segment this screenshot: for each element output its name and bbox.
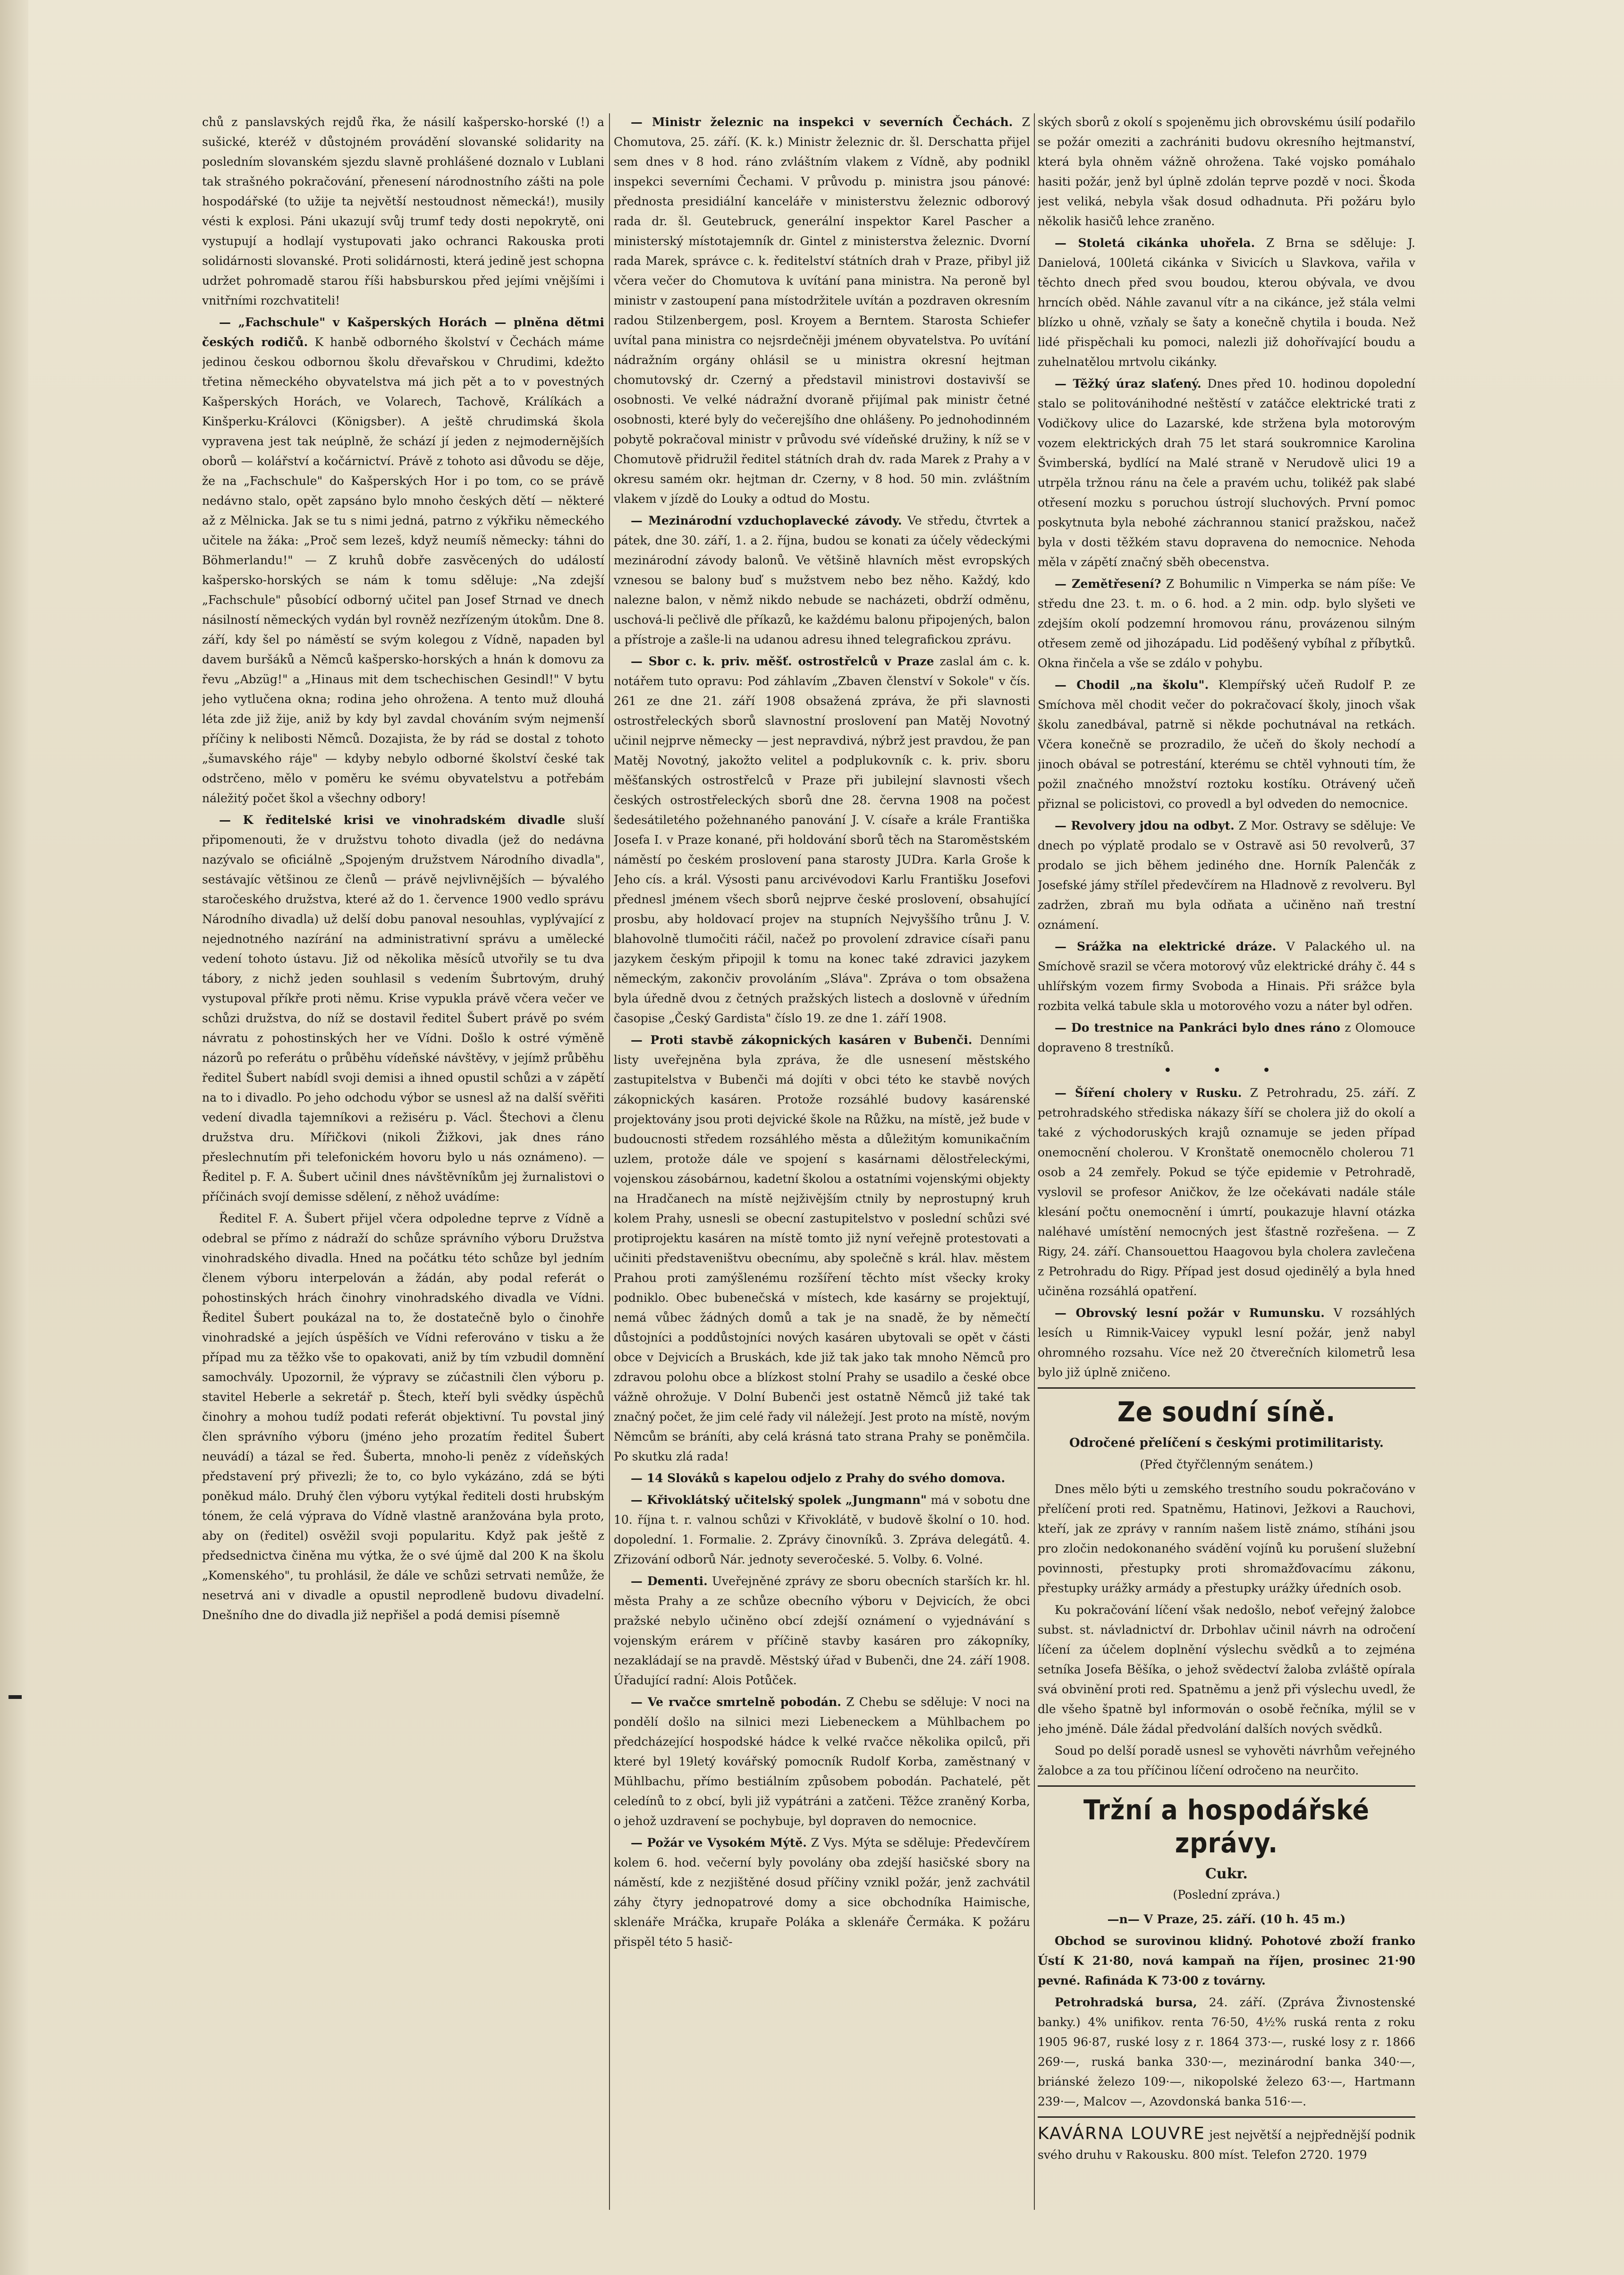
article-paragraph (1038, 937, 1415, 1016)
article-body: Z Mor. Ostravy se sděluje: Ve dnech po výplatě prodalo se v Ostravě asi 50 revolverů, 37 prodalo se jich během jediného dne. Horník Palenčák z Josefské jámy střílel předevčírem na Hladnově z revolveru. Byl zadržen, zbraň mu byla odňata a učiněno naň trestní oznámení. (1038, 819, 1415, 932)
article-headline: — Těžký úraz slaťený. (1055, 377, 1201, 390)
article-paragraph (1038, 675, 1415, 814)
section-rule (1038, 2116, 1415, 2118)
article-paragraph (1038, 1303, 1415, 1383)
article-body: Z Chomutova, 25. září. (K. k.) Ministr železnic dr. šl. Derschatta přijel sem dnes v 8 hod. ráno zvláštním vlakem z Vídně, aby podnikl inspekci severními Čechami. V průvodu p. ministra jsou pánové: přednosta presidiální kanceláře v ministerstvu železnic odborový rada dr. šl. Geutebruck, generální inspektor Karel Pascher a ministerský místotajemník dr. Gintel z ministerstva železnic. Dvorní rada Marek, správce c. k. ředitelství státních drah v Praze, přibyl již včera večer do Chomutova k uvítání pana ministra. Na peroně byl ministr v zastoupení pana místodržitele uvítán a pozdraven okresním radou Stilzenbergem, posl. Kroyem a Berntem. Starosta Schiefer uvítal pana ministra co nejsrdečněji jménem obyvatelstva. Po uvítání nádražním orgány ohlásil se u ministra okresní hejtman chomutovský dr. Czerný a představil ministrovi dostavivší se osobnosti. Ve velké nádražní dvoraně přijímal pak ministr četné osobnosti, které byly do večerejšího dne ohlášeny. Po jednohodinném pobytě pokračoval ministr v průvodu své vídeňské družiny, k níž se v Chomutově přidružil ředitel státních drah dv. rada Marek z Prahy a v okresu samém okr. hejtman dr. Czerny, v 8 hod. 50 min. zvláštním vlakem v jízdě do Louky a odtud do Mostu. (614, 115, 1030, 506)
article-body: Uveřejněné zprávy ze sboru obecních starších kr. hl. města Prahy a ze schůze obecního výboru v Dejvicích, že obci pražské nebylo učiněno obcí zdejší oznámení o vyjednávání s vojenským erárem v příčině stavby kasáren pro zákopníky, nezakládají se na pravdě. Městský úřad v Bubenči, dne 24. září 1908. Úřadující radní: Alois Potůček. (614, 1574, 1030, 1687)
market-section-title: Tržní a hospodářské zprávy. (1083, 1794, 1370, 1859)
article-body: z Olomouce dopraveno 8 trestníků. (1038, 1021, 1415, 1054)
article-headline: — Zemětřesení? (1055, 577, 1161, 591)
article-headline: — Ministr železnic na inspekci v severních Čechách. (631, 115, 1013, 129)
article-paragraph: Ředitel F. A. Šubert přijel včera odpoledne teprve z Vídně a odebral se přímo z nádraží do schůze správního výboru Družstva vinohradského divadla. Hned na počátku této schůze byl jedním členem výboru interpelován a žádán, aby podal referát o pohostinských hrách činohry vinohradského divadla ve Vídni. Ředitel Šubert poukázal na to, že dostatečně bylo o činohře vinohradské a jejích úspěších ve Vídni referováno v tisku a že případ mu za těžko vše to opakovati, aniž by tím vzbudil domnění samochvály. Upozornil, že výpravy se zúčastnili člen výboru p. stavitel Heberle a sekretář p. Štech, kteří byli svědky úspěchů činohry a mohou tudíž podati referát objektivní. Tu povstal jiný člen správního výboru (jméno jeho prozatím ředitel Šubert neuvádí) a tázal se řed. Šuberta, mnoho-li peněz z vídeňských představení prý přivezli; že to, co bylo vykázáno, zdá se býti poněkud málo. Druhý člen výboru vytýkal řediteli dosti hrubským tónem, že celá výprava do Vídně vlastně aranžována byla proto, aby on (ředitel) osvěžil svoji popularitu. Když pak ještě z předsednictva činěna mu výtka, že o své újmě dal 200 K na školu „Komenského", tu prohlásil, že dále ve schůzi setrvati nemůže, že nesetrvá ani v divadle a opustil neprodleně budovu divadelní. Dnešního dne do divadla již nepřišel a podá demisi písemně (202, 1212, 604, 1622)
article-headline: — Proti stavbě zákopnických kasáren v Bubenči. (631, 1033, 973, 1047)
article-paragraph (1038, 574, 1415, 673)
article-paragraph (1038, 1083, 1415, 1301)
article-paragraph (614, 1692, 1030, 1831)
article-body: Z Petrohradu, 25. září. Z petrohradského střediska nákazy šíří se cholera již do okolí a také z východoruských krajů oznamuje se jeden případ onemocnění cholerou. V Kronštatě onemocnělo cholerou 71 osob a 24 zemřely. Pokud se týče epidemie v Petrohradě, vyslovil se profesor Aničkov, že lze očekávati nadále stále klesání počtu onemocnění i úmrtí, poukazuje hlavní otázka naléhavé umístění nemocných jest šťastně rozřešena. — Z Rigy, 24. září. Chansouettou Haagovou byla cholera zavlečena z Petrohradu do Rigy. Případ jest dosud ojedinělý a byla hned učiněna rozsáhlá opatření. (1038, 1086, 1415, 1298)
article-paragraph (1038, 1993, 1415, 2112)
article-paragraph (1038, 374, 1415, 572)
article-paragraph (614, 1030, 1030, 1467)
article-headline: — Dementi. (631, 1574, 708, 1588)
court-note: (Před čtyřčlenným senátem.) (1140, 1458, 1313, 1471)
article-paragraph: Ku pokračování líčení však nedošlo, neboť veřejný žalobce subst. st. návladnictví dr. Drbohlav učinil návrh na odročení líčení za účelem doplnění výslechu svědků a to zejména setníka Josefa Běšíka, o jehož svědectví žaloba zvláště opírala svá obvinění proti red. Spatněmu a jenž při výslechu uvedl, že dle všeho špatně byl informován o osobě řečníka, mýlil se v jeho jméně. Dále žádal předvolání dalších nových svědků. (1038, 1603, 1415, 1736)
article-headline: — Křivoklátský učitelský spolek „Jungmann" (631, 1493, 927, 1507)
article-body: Z Brna se sděluje: J. Danielová, 100letá cikánka v Sivicích u Slavkova, vařila v těchto dnech před svou boudou, kterou obývala, ve dvou hrncích oběd. Náhle zavanul vítr a na cikánce, jež stála velmi blízko u ohně, vzňaly se šaty a konečně chytila i bouda. Než lidé přispěchali ku pomoci, nalezli již dohořívající boudu a zuhelnatělou mrtvolu cikánky. (1038, 236, 1415, 369)
separator-dots: • • • (1164, 1063, 1289, 1077)
article-paragraph (614, 112, 1030, 509)
article-headline: — Ve rvačce smrtelně pobodán. (631, 1695, 841, 1709)
article-headline: — Mezinárodní vzduchoplavecké závody. (631, 514, 902, 527)
article-paragraph (202, 810, 604, 1207)
article-body: Denními listy uveřejněna byla zpráva, že dle usnesení městského zastupitelstva v Bubenči má dojíti v obci této ke stavbě nových zákopnických kasáren. Protože rozsáhlé budovy kasárenské projektovány jsou proti dejvické škole na Růžku, na místě, jež bude v budoucnosti středem rozsáhlého města a důležitým komunikačním uzlem, protože dále ve spojení s kasárnami dělostřeleckými, vojenskou zásobárnou, kadetní školou a ostatními vojenskými objekty na Hradčanech na místě nejživějším ctnily by neprostupný kruh kolem Prahy, usnesli se obecní zastupitelstvo v poslední schůzi své protiprojektu kasáren na místě tomto již nyní veřejně protestovati a učiniti představeništvu obecnímu, aby společně s král. hlav. městem Prahou proti zamýšlenému rozšíření těchto míst všecky kroky podniklo. Obec bubenečská v místech, kde kasárny se projektují, nemá vůbec žádných domů a tak je na snadě, že by němečtí důstojníci a poddůstojníci nových kasáren ubytovali se opět v části obce v Dejvicích a Bruskách, kde již tak jako tak mnoho Němců pro zdravou polohu obce a blízkost stolní Prahy se usadilo a české obce vážně ohrožuje. V Dolní Bubenči jest ostatně Němců již také tak značný počet, že jim celé řady vil náležejí. Jest proto na místě, novým Němcům se bráníti, aby celá krásná tato strana Prahy se poněmčila. Po skutku zlá rada! (614, 1033, 1030, 1463)
article-paragraph: Dnes mělo býti u zemského trestního soudu pokračováno v přelíčení proti red. Spatněmu, Hatinovi, Ježkovi a Rauchovi, kteří, jak ze zprávy v ranním našem listě známo, stíháni jsou pro zločin nedokonaného svádění vojínů ku porušení služební povinnosti, přestupky proti shromažďovacímu zákonu, přestupky urážky armády a přestupky urážky úředních osob. (1038, 1482, 1415, 1595)
article-headline: — Do trestnice na Pankráci bylo dnes ráno (1055, 1021, 1341, 1035)
article-paragraph (614, 652, 1030, 1028)
article-headline: — Požár ve Vysokém Mýtě. (631, 1836, 807, 1850)
article-headline: — Obrovský lesní požár v Rumunsku. (1055, 1306, 1325, 1320)
article-body: zaslal ám c. k. notářem tuto opravu: Pod záhlavím „Zbaven členství v Sokole" v čís. 261 ze dne 21. září 1908 obsažená zpráva, že při slavnosti ostrostřeleckých sborů slavnostní proslovení pan Matěj Novotný učinil nejprve německy — jest nepravdivá, nýbrž jest pravdou, že pan Matěj Novotný, jakožto velitel a podplukovník c. k. priv. sboru měšťanských ostrostřelců v Praze při jubilejní slavnosti všech českých ostrostřeleckých sborů dne 28. června 1908 na počest šedesátiletého požehnaného panování J. V. císaře a krále Františka Josefa I. v Praze konané, při holdování sborů těch na Staroměstském náměstí po českém proslovení pana starosty JUDra. Karla Groše k Jeho cís. a král. Výsosti panu arcivévodovi Karlu Františku Josefovi přednesl jménem všech sborů nejprve české proslovení, obsahující prosbu, aby holdovací projev na stupních Nejvyššího trůnu J. V. blahovolně tlumočiti ráčil, načež po provolení zdravice císaři panu jazykem českým připojil k tomu na konec také zdravici jazykem německým, zakončiv provoláním „Sláva". Zpráva o tom obsažena byla úředně dvou z četných pražských listech a doslovně v úředním časopise „Český Gardista" číslo 19. ze dne 1. září 1908. (614, 654, 1030, 1025)
article-headline: — Sbor c. k. priv. měšť. ostrostřelců v Praze (631, 654, 934, 668)
article-body: Z Bohumilic n Vimperka se nám píše: Ve středu dne 23. t. m. o 6. hod. a 2 min. odp. bylo slyšeti ve zdejším okolí podzemní hromovou ránu, provázenou silným otřesem země od jihozápadu. Lid poděšený vybíhal z příbytků. Okna řinčela a vše se zdálo v pohybu. (1038, 577, 1415, 670)
article-paragraph: Soud po delší poradě usnesl se vyhověti návrhům veřejného žalobce a za tou příčinou líčení odročeno na neurčito. (1038, 1744, 1415, 1777)
column-rule (1034, 113, 1035, 2210)
advertisement (1038, 2123, 1415, 2165)
ad-text: jest největší a nejpřednější podnik svého druhu v Rakousku. 800 míst. Telefon 2720. 1979 (1038, 2128, 1415, 2162)
column-1 (202, 112, 604, 2223)
article-paragraph: ských sborů z okolí s spojeněmu jich obrovskému úsilí podařilo se požár omeziti a zachrániti budovu okresního hejtmanství, která byla ohněm vážně ohrožena. Také vojsko pomáhalo hasiti požár, jenž byl úplně zdolán teprve pozdě v noci. Škoda jest veliká, nebyla však dosud odhadnuta. Při požáru bylo několik hasičů lehce zraněno. (1038, 115, 1415, 228)
sugar-report: Obchod se surovinou klidný. Pohotové zboží franko Ústí K 21·80, nová kampaň na říjen, prosinec 21·90 pevné. Rafináda K 73·00 z továrny. (1038, 1934, 1415, 1987)
article-body: V rozsáhlých lesích u Rimnik-Vaicey vypukl lesní požár, jenž nabyl ohromného rozsahu. Více než 20 čtverečních kilometrů lesa bylo již úplně zničeno. (1038, 1306, 1415, 1379)
article-headline: — „Fachschule" v Kašperských Horách — plněna dětmi českých rodičů. (202, 315, 604, 349)
article-body: má v sobotu dne 10. října t. r. valnou schůzi v Křivoklátě, v budově školní o 10. hod. dopolední. 1. Formalie. 2. Zprávy činovníků. 3. Zpráva delegátů. 4. Zřizování odborů Nár. jednoty severočeské. 5. Volby. 6. Volné. (614, 1493, 1030, 1566)
sugar-dateline: —n— V Praze, 25. září. (10 h. 45 m.) (1107, 1912, 1346, 1926)
article-headline: — Stoletá cikánka uhořela. (1055, 236, 1255, 250)
article-paragraph (1038, 1018, 1415, 1058)
column-rule (609, 113, 610, 2210)
article-paragraph (614, 1833, 1030, 1952)
article-headline: — K ředitelské krisi ve vinohradském divadle (219, 813, 566, 827)
article-paragraph (614, 1571, 1030, 1690)
court-section-title: Ze soudní síně. (1117, 1396, 1336, 1428)
column-2 (614, 112, 1030, 2223)
scan-mark (8, 1695, 22, 1699)
article-body: Z Chebu se sděluje: V noci na pondělí došlo na silnici mezi Liebeneckem a Mühlbachem po předcházející hospodské hádce k velké rvačce několika opilců, při které byl 19letý kovářský pomocník Rudolf Korba, zaměstnaný v Mühlbachu, přímo bestiálním způsobem pobodán. Pachatelé, pět celedínů to z obcí, byli již vypátráni a zatčeni. Těžce zraněný Korba, o jehož uzdravení se pochybuje, byl dopraven do nemocnice. (614, 1695, 1030, 1828)
article-paragraph (614, 511, 1030, 650)
article-body: Z Vys. Mýta se sděluje: Předevčírem kolem 6. hod. večerní byly povolány oba zdejší hasičské sbory na náměstí, kde z nezjištěné dosud příčiny vznikl požár, jenž zachvátil záhy čtyry jednopatrové domy a sice obchodníka Haimische, sklenáře Mráčka, krupaře Poláka a sklenáře Čermáka. K požáru přispěl této 5 hasič- (614, 1836, 1030, 1949)
article-paragraph: chů z panslavských rejdů řka, že násilí kašpersko-horské (!) a sušické, kteréž v důstojném provádění slovanské solidarity na posledním slovanském sjezdu slavně prohlášené doznalo v Lublani tak strašného pokračování, přenesení národnostního zášti na pole hospodářské (to užije ta největší nestoudnost německá!), musily vésti k explosi. Páni ukazují svůj trumf tedy dosti nepokrytě, oni vystupují a hodlají vystupovati jako ochranci Rakouska proti solidárnosti slovanské. Proti solidárnosti, která jedině jest schopna udržet pohromadě starou říši habsburskou před jejími vnějšími i vnitřními rozchvatiteli! (202, 115, 604, 307)
article-body: Klempířský učeň Rudolf P. ze Smíchova měl chodit večer do pokračovací školy, jinoch však školu zanedbával, patrně si někde pochutnával na retkách. Včera konečně se prozradilo, že učeň do školy nechodí a jinoch obával se potrestání, kterému se chtěl vyhnouti tím, že požil značného množství roztoku kostíku. Otrávený učeň přiznal se policistovi, co provedl a byl odveden do nemocnice. (1038, 678, 1415, 811)
article-headline: — Šíření cholery v Rusku. (1055, 1086, 1242, 1100)
column-3 (1038, 112, 1415, 2223)
scan-edge (0, 0, 28, 2275)
article-paragraph (1038, 816, 1415, 935)
article-paragraph: — 14 Slováků s kapelou odjelo z Prahy do svého domova. (631, 1471, 1006, 1485)
section-rule (1038, 1785, 1415, 1787)
sugar-title: Cukr. (1205, 1866, 1248, 1882)
court-subheadline: Odročené přelíčení s českými protimilitaristy. (1069, 1436, 1384, 1450)
article-body: Ve středu, čtvrtek a pátek, dne 30. září, 1. a 2. října, budou se konati za účely vědeckými mezinárodní závody balonů. Ve většině hlavních měst evropských vznesou se balony buď s mužstvem nebo bez něho. Každý, kdo nalezne balon, v němž nikdo nebude se nacházeti, obdrží odměnu, uschová-li pečlivě dle příkazů, ke každému balonu připojených, balon a přístroje a zašle-li na udanou adresu ihned telegrafickou zprávu. (614, 514, 1030, 646)
article-paragraph (1038, 233, 1415, 372)
article-headline: Petrohradská bursa, (1055, 1995, 1197, 2009)
sugar-note: (Poslední zpráva.) (1173, 1888, 1280, 1901)
section-rule (1038, 1387, 1415, 1389)
article-body: Dnes před 10. hodinou dopolední stalo se politovánihodné neštěstí v zatáčce elektrické trati z Vodičkovy ulice do Lazarské, kde stržena byla motorovým vozem elektrických drah 75 let stará soukromnice Karolina Švimberská, bydlící na Malé straně v Nerudově ulici 19 a utrpěla tržnou ránu na čele a pravém uchu, tolikéž pak slabé otřesení mozku s poruchou ústrojí sluchových. První pomoc poskytnuta byla nebohé záchrannou stanicí pražskou, načež byla v dosti těžkém stavu dopravena do nemocnice. Nehoda měla v zápětí značný sběh obecenstva. (1038, 377, 1415, 569)
article-headline: — Chodil „na školu". (1055, 678, 1209, 692)
article-paragraph (614, 1490, 1030, 1570)
article-body: V Palackého ul. na Smíchově srazil se včera motorový vůz elektrické dráhy č. 44 s uhlířským vozem firmy Svoboda a Hinais. Při srážce byla rozbita velká tabule skla u motorového vozu a náter byl odřen. (1038, 940, 1415, 1013)
article-headline: — Revolvery jdou na odbyt. (1055, 819, 1235, 832)
article-body: 24. září. (Zpráva Živnostenské banky.) 4% unifikov. renta 76·50, 4½% ruská renta z roku 1905 96·87, ruské losy z r. 1864 373·—, ruské losy z r. 1866 269·—, ruská banka 330·—, mezinárodní banka 340·—, briánské železo 109·—, nikopolské železo 63·—, Hartmann 239·—, Malcov —, Azovdonská banka 516·—. (1038, 1995, 1415, 2108)
ad-name: KAVÁRNA LOUVRE (1038, 2124, 1205, 2143)
article-body: K hanbě odborného školství v Čechách máme jedinou českou odbornou školu dřevařskou v Chrudimi, kdežto třetina německého obyvatelstva má jich pět a to v povestných Kašperských Horách, ve Volarech, Tachově, Králíkách a Kinšperku-Královci (Königsber). A ještě chrudimská škola vypravena jest tak neúplně, že schází jí jeden z nejmodernějších oborů — kolářství a kočárnictví. Právě z tohoto asi důvodu se děje, že na „Fachschule" do Kašperských Hor i po tom, co se právě nedávno stalo, opět zapsáno bylo mnoho českých dětí — některé až z Mělnicka. Jak se tu s nimi jedná, patrno z výkřiku německého učitele na žáka: „Proč sem lezeš, když neumíš německy: táhni do Böhmerlandu!" — Z kruhů dobře zasvěcených do událostí kašpersko-horských se nám k tomu sděluje: „Na zdejší „Fachschule" působící odborný učitel pan Josef Strnad ve dnech násilností německých vydán byl rovněž nezřízeným útokům. Dne 8. září, kdy šel po náměstí se svým kolegou z Vídně, napaden byl davem buršáků a Němců kašpersko-horských a hnán k domovu za řevu „Abzüg!" a „Hinaus mit dem tschechischen Gesindl!" V bytu jeho vytlučena okna; rodina jeho ohrožena. A tento muž dlouhá léta zde již žije, aniž by kdy byl zavdal chováním svým nejmenší příčiny k nelibosti Němců. Dozajista, že by rád se dostal z tohoto „šumavského ráje" — kdyby nebylo odborné školství české tak odstrčeno, mělo v poměru ke svému obyvatelstvu a potřebám náležitý počet škol a všechny odbory! (202, 335, 604, 805)
article-paragraph (202, 313, 604, 808)
article-body: sluší připomenouti, že v družstvu tohoto divadla (jež do nedávna nazývalo se oficiálně „Spojeným družstvem Národního divadla", sestávajíc většinou ze členů — právě nejvlivnějších — bývalého staročeského družstva, které až do 1. července 1900 vedlo správu Národního divadla) už delší dobu panoval nesouhlas, vyplývající z nejednotného nazírání na administrativní správu a umělecké vedení tohoto ústavu. Již od několika měsíců utvořily se tu dva tábory, z nichž jeden souhlasil s vedením Šubrtovým, druhý vystupoval příkře proti němu. Krise vypukla právě včera večer ve schůzi družstva, do níž se dostavil ředitel Šubert právě po svém návratu z pohostinských her ve Vídni. Došlo k ostré výměně názorů po referátu o průběhu vídeňské návštěvy, v jejímž průběhu ředitel Šubert nabídl svoji demisi a ihned opustil schůzi a v zápětí na to i divadlo. Po jeho odchodu výbor se usnesl až na další svěřiti vedení divadla tajemníkovi a režiséru p. Václ. Štechovi a členu družstva dru. Mířičkovi (nikoli Žižkovi, jak dnes ráno přeslechnutím při telefonickém hovoru bylo u nás oznámeno). — Ředitel p. F. A. Šubert učinil dnes návštěvníkům jej žurnalistovi o příčinách svojí demisse sdělení, z něhož uvádíme: (202, 813, 604, 1204)
article-headline: — Srážka na elektrické dráze. (1055, 940, 1277, 953)
